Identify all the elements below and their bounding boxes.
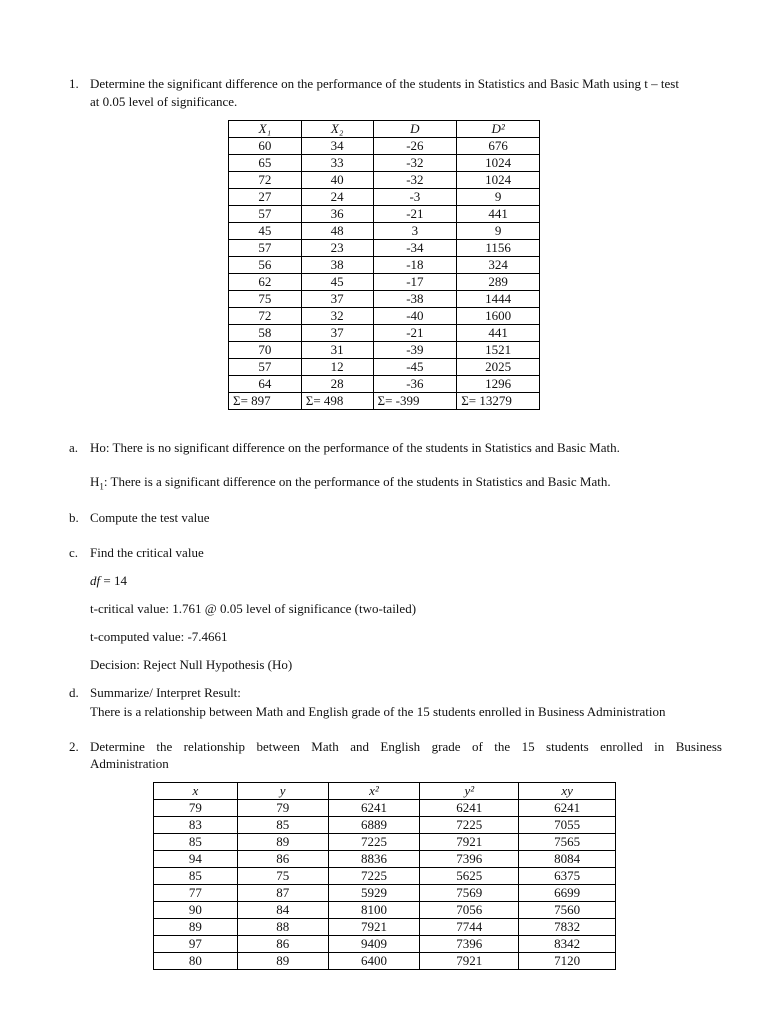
table-cell: -40 [373, 308, 457, 325]
table-cell: 7569 [420, 885, 519, 902]
table-cell: -36 [373, 376, 457, 393]
table-cell: 85 [237, 817, 328, 834]
item-c-label: c. [69, 545, 79, 560]
table-cell: 89 [237, 953, 328, 970]
t-computed-value: t-computed value: -7.4661 [90, 629, 228, 644]
table-cell: 87 [237, 885, 328, 902]
table-cell: 8100 [328, 902, 420, 919]
table-row [229, 155, 540, 172]
table-cell: 75 [237, 868, 328, 885]
table-cell: 45 [229, 223, 302, 240]
q1-header-cell: X₂ [301, 121, 373, 138]
table-cell: 37 [301, 325, 373, 342]
table-row [229, 359, 540, 376]
table-row [154, 919, 616, 936]
table-row [229, 274, 540, 291]
table-cell: 1024 [457, 172, 540, 189]
table-row [154, 868, 616, 885]
table-cell: 7565 [519, 834, 616, 851]
q2-header-cell: y [237, 783, 328, 800]
item-d-label: d. [69, 685, 79, 700]
table-cell: 88 [237, 919, 328, 936]
q2-table [153, 782, 616, 970]
table-cell: 441 [457, 325, 540, 342]
table-cell: 28 [301, 376, 373, 393]
table-cell: 6241 [420, 800, 519, 817]
table-cell: 89 [154, 919, 238, 936]
table-cell: 33 [301, 155, 373, 172]
table-cell: 7225 [328, 868, 420, 885]
table-cell: 60 [229, 138, 302, 155]
table-cell: 6889 [328, 817, 420, 834]
table-row [154, 885, 616, 902]
table-row [154, 851, 616, 868]
q2-text-line1: Determine the relationship between Math and English grade of the 15 students enrolled in Business [90, 739, 722, 754]
table-cell: -38 [373, 291, 457, 308]
table-cell: 84 [237, 902, 328, 919]
table-cell: -21 [373, 325, 457, 342]
table-cell: 57 [229, 240, 302, 257]
table-cell: 89 [237, 834, 328, 851]
table-cell: 34 [301, 138, 373, 155]
q1-header-cell: D [373, 121, 457, 138]
table-cell: 5625 [420, 868, 519, 885]
table-cell: 9 [457, 189, 540, 206]
table-cell: 8342 [519, 936, 616, 953]
q1-table-header [229, 121, 540, 138]
table-cell: 7056 [420, 902, 519, 919]
table-cell: 441 [457, 206, 540, 223]
table-cell: 8836 [328, 851, 420, 868]
table-cell: 80 [154, 953, 238, 970]
table-cell: 83 [154, 817, 238, 834]
table-cell: 64 [229, 376, 302, 393]
table-cell: 6241 [328, 800, 420, 817]
table-cell: 90 [154, 902, 238, 919]
table-row [229, 206, 540, 223]
item-b-label: b. [69, 510, 79, 525]
table-row [229, 223, 540, 240]
table-cell: 7396 [420, 851, 519, 868]
table-cell: -32 [373, 155, 457, 172]
table-row [154, 834, 616, 851]
sum-row [229, 393, 540, 410]
item-d-text: Summarize/ Interpret Result: [90, 685, 241, 700]
table-cell: 72 [229, 172, 302, 189]
item-a-label: a. [69, 440, 79, 455]
table-cell: 289 [457, 274, 540, 291]
table-cell: 62 [229, 274, 302, 291]
q1-number: 1. [69, 76, 79, 91]
table-cell: 58 [229, 325, 302, 342]
table-cell: 6241 [519, 800, 616, 817]
interpretation-result: There is a relationship between Math and English grade of the 15 students enrolled in Business Administration [90, 704, 666, 719]
table-cell: 7921 [420, 834, 519, 851]
table-cell: 5929 [328, 885, 420, 902]
table-cell: 7744 [420, 919, 519, 936]
table-cell: 1444 [457, 291, 540, 308]
table-cell: 7055 [519, 817, 616, 834]
table-cell: 6400 [328, 953, 420, 970]
table-cell: 3 [373, 223, 457, 240]
table-cell: 32 [301, 308, 373, 325]
null-hypothesis: Ho: There is no significant difference on the performance of the students in Statistics and Basic Math. [90, 440, 620, 455]
table-cell: 9409 [328, 936, 420, 953]
table-cell: 9 [457, 223, 540, 240]
table-cell: 7396 [420, 936, 519, 953]
table-row [154, 902, 616, 919]
q1-header-cell: D² [457, 121, 540, 138]
table-cell: 31 [301, 342, 373, 359]
table-row [154, 953, 616, 970]
table-cell: 85 [154, 834, 238, 851]
table-cell: -17 [373, 274, 457, 291]
sum-cell: Σ= 897 [229, 393, 302, 410]
table-cell: 70 [229, 342, 302, 359]
table-cell: 324 [457, 257, 540, 274]
table-row [229, 376, 540, 393]
table-cell: -45 [373, 359, 457, 376]
table-cell: 40 [301, 172, 373, 189]
table-cell: 79 [154, 800, 238, 817]
sum-cell: Σ= 13279 [457, 393, 540, 410]
sum-cell: Σ= -399 [373, 393, 457, 410]
table-cell: 1024 [457, 155, 540, 172]
q2-header-cell: x² [328, 783, 420, 800]
table-row [229, 342, 540, 359]
table-cell: 1296 [457, 376, 540, 393]
table-cell: -21 [373, 206, 457, 223]
q1-text-line2: at 0.05 level of significance. [90, 94, 238, 109]
table-cell: 48 [301, 223, 373, 240]
table-cell: 79 [237, 800, 328, 817]
table-cell: 86 [237, 936, 328, 953]
table-row [229, 138, 540, 155]
sum-cell: Σ= 498 [301, 393, 373, 410]
table-cell: -39 [373, 342, 457, 359]
q2-header-cell: xy [519, 783, 616, 800]
table-cell: 45 [301, 274, 373, 291]
table-row [229, 240, 540, 257]
table-cell: -32 [373, 172, 457, 189]
table-cell: 37 [301, 291, 373, 308]
table-cell: 7832 [519, 919, 616, 936]
table-row [229, 172, 540, 189]
table-cell: 7225 [420, 817, 519, 834]
q2-table-header [154, 783, 616, 800]
table-row [229, 325, 540, 342]
table-cell: 72 [229, 308, 302, 325]
q2-number: 2. [69, 739, 79, 754]
table-cell: 2025 [457, 359, 540, 376]
table-cell: 24 [301, 189, 373, 206]
q1-text-line1: Determine the significant difference on the performance of the students in Statistics and Basic Math using t – test [90, 76, 679, 91]
table-cell: 7921 [420, 953, 519, 970]
table-cell: 6699 [519, 885, 616, 902]
table-row [229, 189, 540, 206]
table-cell: 7921 [328, 919, 420, 936]
table-cell: 6375 [519, 868, 616, 885]
table-cell: 8084 [519, 851, 616, 868]
table-cell: -26 [373, 138, 457, 155]
table-row [154, 936, 616, 953]
table-cell: 97 [154, 936, 238, 953]
table-cell: 1600 [457, 308, 540, 325]
table-cell: 7225 [328, 834, 420, 851]
table-cell: -18 [373, 257, 457, 274]
item-c-text: Find the critical value [90, 545, 204, 560]
table-cell: -34 [373, 240, 457, 257]
table-row [229, 257, 540, 274]
table-row [229, 291, 540, 308]
table-cell: 7120 [519, 953, 616, 970]
q1-table [228, 120, 540, 410]
table-cell: 57 [229, 206, 302, 223]
item-b-text: Compute the test value [90, 510, 210, 525]
table-cell: 86 [237, 851, 328, 868]
q2-header-cell: y² [420, 783, 519, 800]
q1-header-cell: X₁ [229, 121, 302, 138]
table-cell: 1156 [457, 240, 540, 257]
q2-text-line2: Administration [90, 756, 169, 771]
table-cell: 94 [154, 851, 238, 868]
table-cell: 65 [229, 155, 302, 172]
table-cell: 23 [301, 240, 373, 257]
table-cell: -3 [373, 189, 457, 206]
table-cell: 56 [229, 257, 302, 274]
table-cell: 85 [154, 868, 238, 885]
table-cell: 75 [229, 291, 302, 308]
table-cell: 36 [301, 206, 373, 223]
decision: Decision: Reject Null Hypothesis (Ho) [90, 657, 293, 672]
table-row [229, 308, 540, 325]
table-cell: 676 [457, 138, 540, 155]
table-row [154, 800, 616, 817]
alternative-hypothesis: $H_1$: There is a significant difference on the performance of the students in Statistics and Basic Math. [90, 474, 611, 492]
q2-header-cell: x [154, 783, 238, 800]
table-row [154, 817, 616, 834]
table-cell: 1521 [457, 342, 540, 359]
table-cell: 12 [301, 359, 373, 376]
table-cell: 38 [301, 257, 373, 274]
t-critical-value: t-critical value: 1.761 @ 0.05 level of significance (two-tailed) [90, 601, 417, 616]
table-cell: 7560 [519, 902, 616, 919]
table-cell: 27 [229, 189, 302, 206]
table-cell: 77 [154, 885, 238, 902]
table-cell: 57 [229, 359, 302, 376]
degrees-of-freedom: df = 14 [90, 573, 127, 588]
